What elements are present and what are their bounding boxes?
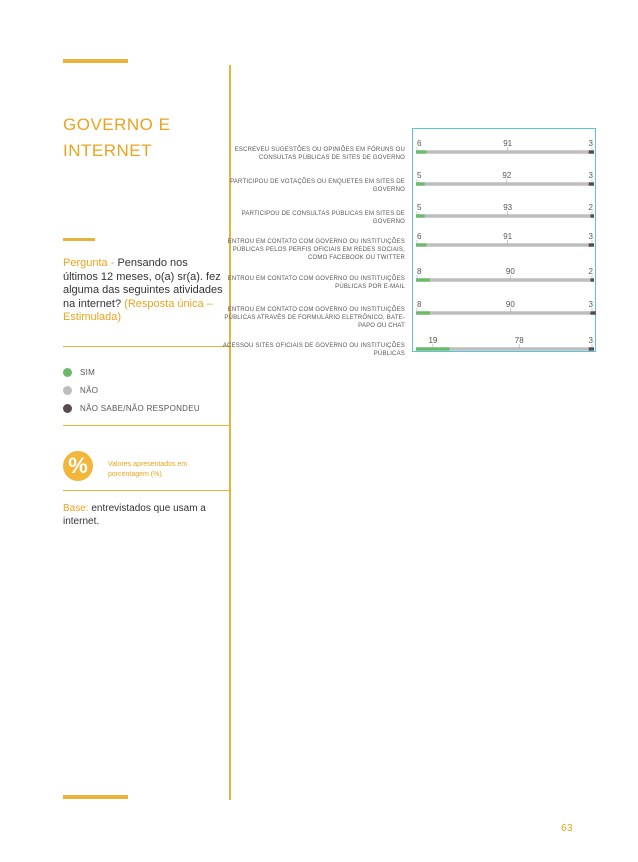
bar-segment-sim <box>416 150 427 154</box>
separator-base <box>63 490 229 491</box>
separator-legend <box>63 346 229 347</box>
bar-segment-sim <box>416 243 427 247</box>
category-label: ENTROU EM CONTATO COM GOVERNO OU INSTITUIÇÕES PÚBLICAS PELOS PERFIS OFICIAIS EM REDES SOCIAIS, COMO FACEBOOK OU TWITTER <box>227 239 405 261</box>
legend-item-sim <box>63 365 95 379</box>
category-label: ENTROU EM CONTATO COM GOVERNO OU INSTITUIÇÕES PÚBLICAS POR E-MAIL <box>227 276 405 290</box>
question-body: Pensando nos últimos 12 meses, o(a) sr(a). fez alguma das seguintes atividades na internet? <box>63 257 223 310</box>
bottom-accent-rule <box>63 795 128 799</box>
bar-segment-nsnr <box>589 150 594 154</box>
base-text: entrevistados que usam a internet. <box>63 503 206 527</box>
category-label: ESCREVEU SUGESTÕES OU OPINIÕES EM FÓRUNS OU CONSULTAS PÚBLICAS DE SITES DE GOVERNO <box>234 147 405 161</box>
legend-swatch-nao <box>63 386 72 395</box>
page-number: 63 <box>561 823 574 834</box>
value-label-sim: 5 <box>417 203 422 212</box>
value-label-nao: 78 <box>514 336 524 345</box>
category-label: PARTICIPOU DE CONSULTAS PÚBLICAS EM SITES DE GOVERNO <box>241 211 405 225</box>
value-label-nao: 92 <box>502 171 512 180</box>
bar-segment-nsnr <box>590 311 595 315</box>
value-label-sim: 5 <box>417 171 422 180</box>
value-label-nsnr: 2 <box>588 203 593 212</box>
value-label-nao: 91 <box>503 139 513 148</box>
bar-segment-nsnr <box>589 182 594 186</box>
value-label-nao: 90 <box>505 300 515 309</box>
chart-panel <box>412 128 596 352</box>
value-label-sim: 6 <box>417 139 422 148</box>
bar-segment-sim <box>416 278 430 282</box>
category-label: PARTICIPOU DE VOTAÇÕES OU ENQUETES EM SITES DE GOVERNO <box>230 179 405 193</box>
section-title: GOVERNO E INTERNET <box>63 115 171 160</box>
bar-segment-sim <box>416 311 430 315</box>
legend-item-nsnr <box>63 401 200 415</box>
category-label: ENTROU EM CONTATO COM GOVERNO OU INSTITUIÇÕES PÚBLICAS ATRAVÉS DE FORMULÁRIO ELETRÔNICO, BATE-PAPO OU CHAT <box>224 307 405 329</box>
question-label: Pergunta - <box>63 257 115 269</box>
value-label-nao: 91 <box>503 232 513 241</box>
top-accent-rule <box>63 59 128 63</box>
base-label: Base: <box>63 503 89 514</box>
value-label-nao: 93 <box>503 203 513 212</box>
value-label-sim: 19 <box>428 336 438 345</box>
value-label-nsnr: 3 <box>588 171 593 180</box>
legend-swatch-sim <box>63 368 72 377</box>
legend-item-nao <box>63 383 98 397</box>
value-label-nao: 90 <box>505 267 515 276</box>
value-label-nsnr: 3 <box>588 336 593 345</box>
percent-note: Valores apresentados em porcentagem (%). <box>108 461 188 478</box>
stacked-bar-chart <box>413 129 597 353</box>
category-label: ACESSOU SITES OFICIAIS DE GOVERNO OU INSTITUIÇÕES PÚBLICAS <box>222 343 405 357</box>
question-note: (Resposta única – Estimulada) <box>63 297 213 323</box>
value-label-sim: 8 <box>417 300 422 309</box>
bar-segment-sim <box>416 214 425 218</box>
legend-swatch-nsnr <box>63 404 72 413</box>
value-label-sim: 8 <box>417 267 422 276</box>
value-label-nsnr: 3 <box>588 232 593 241</box>
vertical-divider <box>229 65 231 800</box>
legend-label-sim: SIM <box>80 367 96 377</box>
value-label-nsnr: 2 <box>588 267 593 276</box>
value-label-sim: 6 <box>417 232 422 241</box>
bar-segment-sim <box>416 182 425 186</box>
question-accent-rule <box>63 238 95 241</box>
base-note <box>63 503 223 528</box>
legend-label-nao: NÃO <box>80 385 99 395</box>
value-label-nsnr: 3 <box>588 139 593 148</box>
percent-icon: % <box>63 451 93 481</box>
question-text <box>63 257 223 325</box>
separator-note <box>63 425 229 426</box>
legend-label-nsnr: NÃO SABE/NÃO RESPONDEU <box>80 403 200 413</box>
bar-segment-nsnr <box>589 347 594 351</box>
bar-segment-nsnr <box>589 243 594 247</box>
value-label-nsnr: 3 <box>588 300 593 309</box>
